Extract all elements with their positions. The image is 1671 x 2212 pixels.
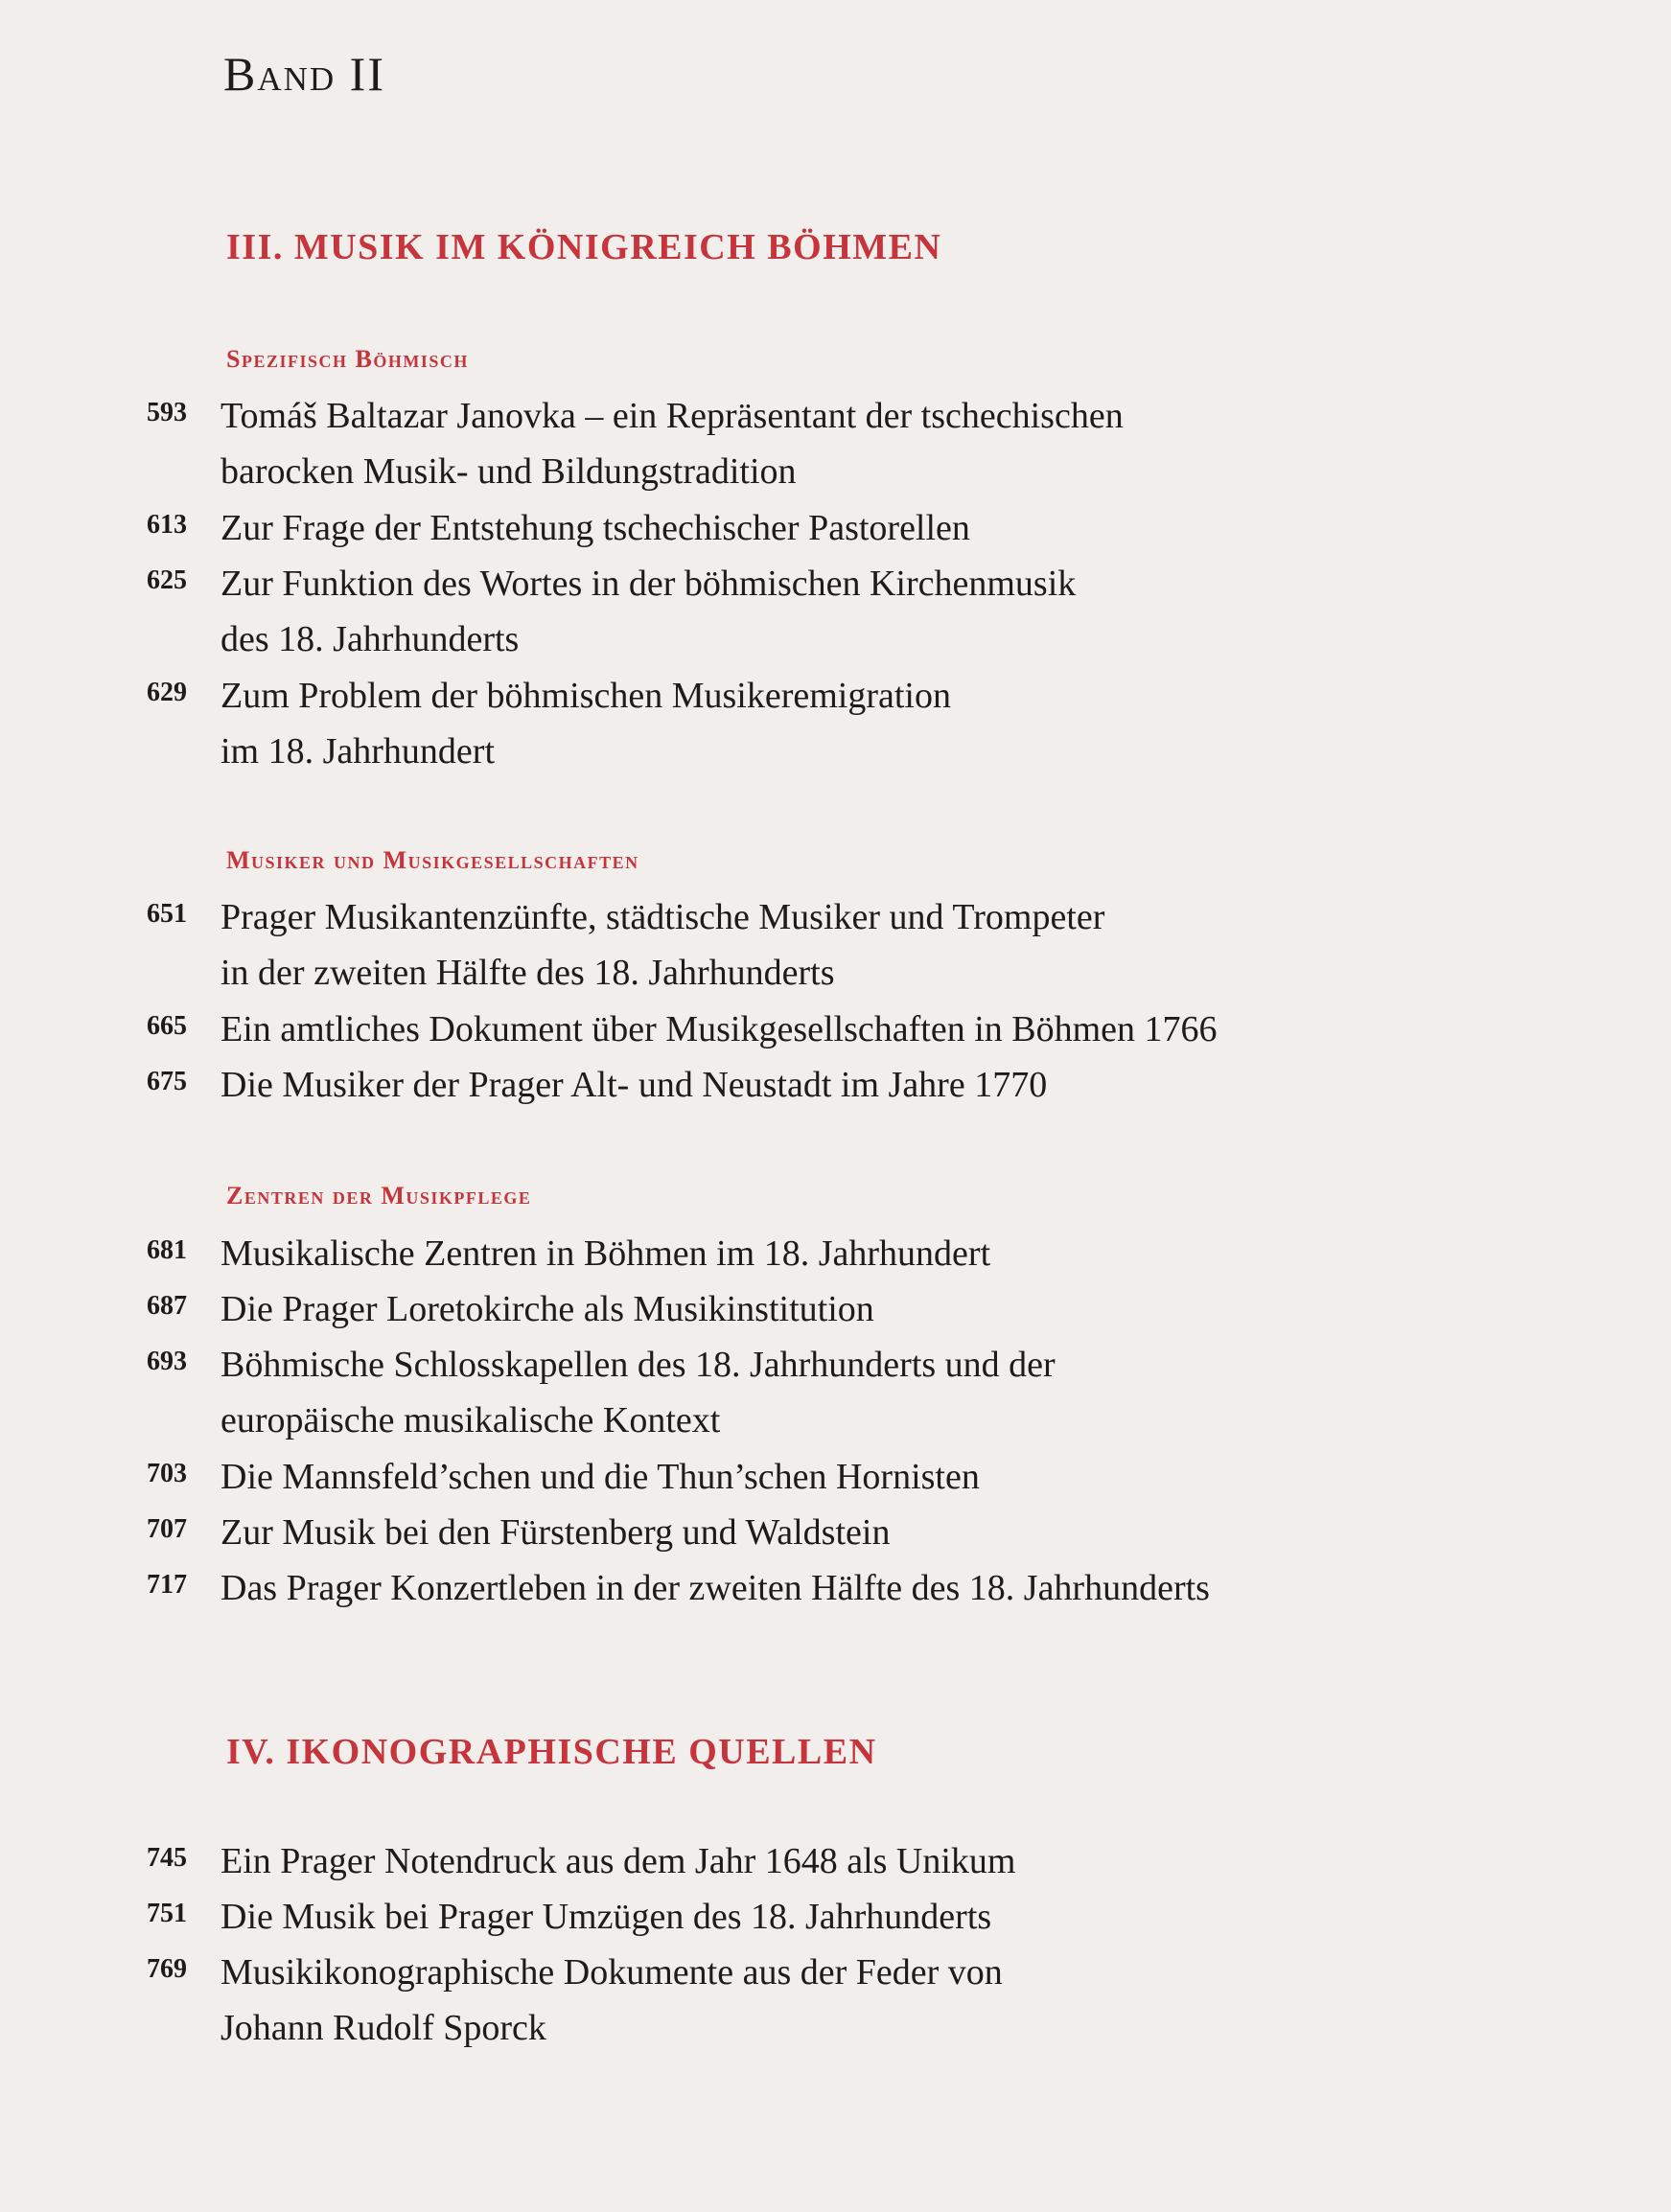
toc-entry-title [220, 1560, 1582, 1616]
toc-entry-title [220, 889, 1582, 1001]
toc-entry-title [220, 668, 1582, 779]
toc-title-line: Zur Funktion des Wortes in der böhmischen Kirchenmusik [220, 564, 1077, 604]
toc-page-number: 687 [147, 1291, 187, 1321]
toc-title-line: europäische musikalische Kontext [220, 1400, 721, 1440]
toc-title-line: Musikalische Zentren in Böhmen im 18. Jahrhundert [220, 1233, 991, 1274]
toc-page-number: 681 [147, 1235, 187, 1265]
toc-title-line: Die Prager Loretokirche als Musikinstitution [220, 1289, 874, 1329]
toc-page-number: 769 [147, 1954, 187, 1984]
toc-title-line: barocken Musik- und Bildungstradition [220, 451, 797, 492]
toc-entry-title [220, 1833, 1582, 1889]
toc-page-number: 651 [147, 899, 187, 929]
toc-page-number: 593 [147, 398, 187, 427]
toc-page-number: 675 [147, 1067, 187, 1096]
toc-entry-title [220, 1449, 1582, 1505]
toc-page-number: 693 [147, 1347, 187, 1376]
toc-title-line: Ein Prager Notendruck aus dem Jahr 1648 als Unikum [220, 1841, 1016, 1881]
toc-page-number: 751 [147, 1899, 187, 1928]
toc-title-line: im 18. Jahrhundert [220, 731, 496, 772]
toc-title-line: Musikikonographische Dokumente aus der Feder von [220, 1952, 1003, 1993]
toc-title-line: Ein amtliches Dokument über Musikgesellschaften in Böhmen 1766 [220, 1009, 1218, 1049]
toc-entry-title [220, 1226, 1582, 1281]
toc-title-line: Zum Problem der böhmischen Musikeremigration [220, 676, 951, 716]
toc-entry-title [220, 1281, 1582, 1337]
toc-entry-title [220, 1945, 1582, 2056]
toc-title-line: Böhmische Schlosskapellen des 18. Jahrhunderts und der [220, 1345, 1056, 1385]
toc-title-line: in der zweiten Hälfte des 18. Jahrhunderts [220, 953, 835, 993]
toc-entry-title [220, 556, 1582, 667]
section-heading-zentren: Zentren der Musikpflege [226, 1182, 532, 1210]
part-heading-iii: III. MUSIK IM KÖNIGREICH BÖHMEN [226, 227, 942, 267]
toc-title-line: Die Mannsfeld’schen und die Thun’schen Hornisten [220, 1457, 980, 1497]
toc-page-number: 703 [147, 1459, 187, 1488]
toc-title-line: Die Musik bei Prager Umzügen des 18. Jahrhunderts [220, 1897, 992, 1937]
toc-title-line: Zur Frage der Entstehung tschechischer Pastorellen [220, 508, 970, 548]
toc-title-line: Das Prager Konzertleben in der zweiten Hälfte des 18. Jahrhunderts [220, 1568, 1210, 1608]
toc-title-line: Zur Musik bei den Fürstenberg und Waldstein [220, 1512, 891, 1553]
toc-entry-title [220, 1057, 1582, 1113]
toc-entry-title [220, 388, 1582, 499]
toc-page-number: 745 [147, 1843, 187, 1873]
toc-title-line: Prager Musikantenzünfte, städtische Musiker und Trompeter [220, 897, 1105, 937]
toc-title-line: Tomáš Baltazar Janovka – ein Repräsentant der tschechischen [220, 396, 1124, 436]
band-heading: Band II [223, 47, 385, 101]
toc-entry-title [220, 1889, 1582, 1945]
toc-title-line: Johann Rudolf Sporck [220, 2008, 546, 2048]
toc-entry-title [220, 1505, 1582, 1560]
toc-entry-title [220, 500, 1582, 556]
toc-entry-title [220, 1337, 1582, 1448]
toc-page-number: 717 [147, 1570, 187, 1600]
toc-entry-title [220, 1002, 1582, 1057]
toc-page-number: 625 [147, 565, 187, 595]
toc-page-number: 665 [147, 1011, 187, 1041]
toc-page-number: 613 [147, 510, 187, 540]
toc-page-number: 707 [147, 1514, 187, 1544]
section-heading-spezifisch: Spezifisch Böhmisch [226, 345, 469, 373]
toc-page-number: 629 [147, 678, 187, 707]
section-heading-musiker: Musiker und Musikgesellschaften [226, 846, 639, 874]
toc-title-line: des 18. Jahrhunderts [220, 619, 520, 659]
part-heading-iv: IV. IKONOGRAPHISCHE QUELLEN [226, 1732, 877, 1772]
toc-title-line: Die Musiker der Prager Alt- und Neustadt im Jahre 1770 [220, 1065, 1048, 1105]
